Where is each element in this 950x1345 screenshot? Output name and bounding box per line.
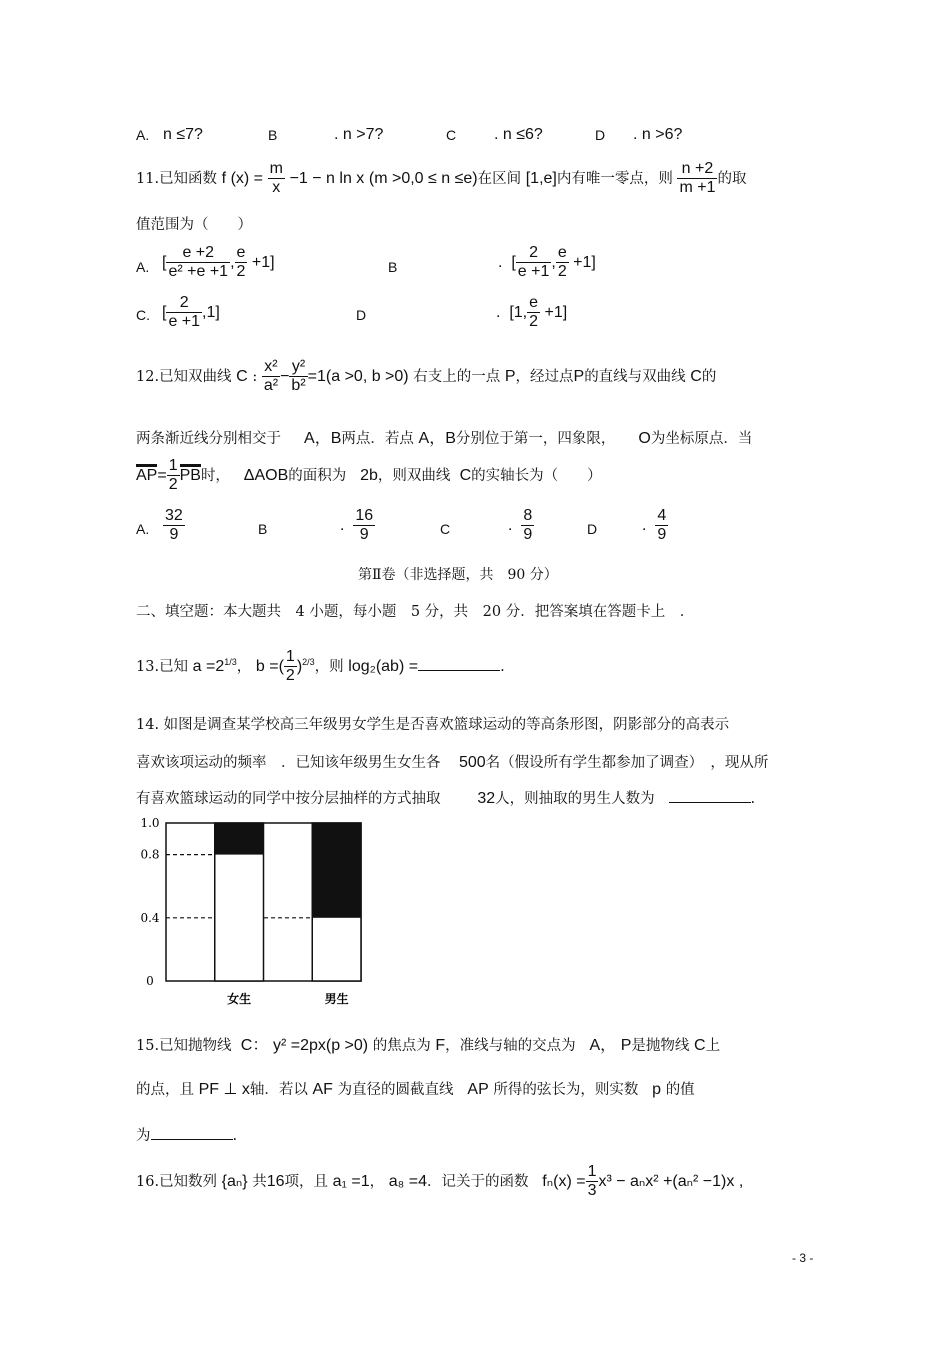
q11-option-d: . [1, $\frac{e}{2}$ +1] [496, 294, 568, 331]
q12-option-c: . $\frac{8}{9}$ [508, 507, 533, 544]
q12-option-d-label: D [587, 521, 598, 537]
y-tick-label: 1.0 [140, 816, 160, 830]
page-number: - 3 - [792, 1251, 814, 1265]
y-tick-label: 0 [146, 974, 154, 988]
q12-stem-3: AP= $\frac{1}{2}$ PB时， ΔAOB的面积为 2b，则双曲线 C的实轴长为（ ） [136, 457, 602, 494]
q10-option-a: n ≤7? [163, 126, 203, 143]
q11-option-b: . [ $\frac{2}{e +1}$ , $\frac{e}{2}$ +1] [498, 244, 596, 281]
q11-option-b-label: B [388, 259, 398, 275]
q11-option-c-label: C. [136, 307, 150, 323]
q14-stacked-bar-chart [136, 815, 376, 1010]
section-2-heading: 第Ⅱ卷（非选择题，共 90 分） [358, 567, 558, 583]
q10-option-c: . n ≤6? [494, 126, 543, 143]
q14-stem-1: 14. 如图是调查某学校高三年级男女学生是否喜欢篮球运动的等高条形图，阴影部分的高表示 [136, 717, 730, 733]
q11-stem: 11.已知函数 f (x) = $\frac{m}{x}$ −1 − n ln x (m >0,0 ≤ n ≤e)在区间 [1,e]内有唯一零点，则 $\frac{n +2}{m +1}$ 的取 [136, 160, 747, 197]
q13-stem: 13.已知 $a =2^{1/3}$， b =( $\frac{1}{2}$ )$^{2/3}$，则 log₂(ab) = . [136, 648, 505, 685]
q11-option-c: [ $\frac{2}{e +1}$ ,1] [162, 294, 220, 331]
q12-option-a: $\frac{32}{9}$ [165, 507, 183, 544]
q10-option-c-label: C [446, 127, 457, 143]
q12-option-b: . $\frac{16}{9}$ [340, 507, 374, 544]
q13-answer-blank[interactable] [418, 656, 500, 671]
q11-option-d-label: D [356, 307, 367, 323]
q12-option-c-label: C [440, 521, 451, 537]
q15-stem-2: 的点，且 PF ⊥ x轴．若以 AF 为直径的圆截直线 AP 所得的弦长为，则实数 p 的值 [136, 1081, 695, 1098]
q15-stem-3: 为 . [136, 1124, 237, 1145]
q11-stem-2: 值范围为（ ） [136, 217, 252, 233]
fill-in-heading: 二、填空题：本大题共 4 小题，每小题 5 分，共 20 分．把答案填在答题卡上 ． [136, 604, 695, 620]
y-tick-label: 0.8 [140, 847, 160, 862]
bar-shaded [215, 823, 264, 855]
q14-answer-blank[interactable] [669, 788, 751, 803]
bar-shaded [312, 823, 361, 918]
q12-option-b-label: B [258, 521, 268, 537]
q14-stem-2: 喜欢该项运动的频率 ．已知该年级男生女生各 500名（假设所有学生都参加了调查） ，现从所 [136, 754, 769, 771]
q12-option-d: . $\frac{4}{9}$ [642, 507, 667, 544]
q16-stem: 16.已知数列 {aₙ} 共16项，且 a₁ =1， a₈ =4．记关于的函数 fₙ(x) = $\frac{1}{3}$ x³ − aₙx² +(aₙ² −1)x , [136, 1163, 744, 1200]
q12-option-a-label: A. [136, 521, 150, 537]
q11-option-a-label: A. [136, 259, 150, 275]
q12-stem-2: 两条渐近线分别相交于 A，B两点．若点 A，B分别位于第一，四象限， O为坐标原点．当 [136, 430, 753, 447]
q10-option-d-label: D [595, 127, 606, 143]
q15-stem-1: 15.已知抛物线 C： y² =2px(p >0) 的焦点为 F，准线与轴的交点为 A， P是抛物线 C上 [136, 1037, 721, 1054]
q15-answer-blank[interactable] [151, 1125, 233, 1140]
category-label: 男生 [324, 992, 349, 1006]
q10-option-a-label: A. [136, 127, 150, 143]
q11-option-a: [ $\frac{e +2}{\text{e² +e +1}}$ , $\frac{e}{2}$ +1] [162, 244, 275, 281]
y-tick-label: 0.4 [140, 910, 160, 925]
q10-option-b: . n >7? [334, 126, 384, 143]
q12-stem: 12.已知双曲线 C : $\frac{\text{x²}}{\text{a²}}$ − $\frac{\text{y²}}{\text{b²}}$ =1(a >0, b >0) 右支上的一点 P，经过点P的直线与双曲线 C的 [136, 358, 717, 395]
category-label: 女生 [227, 992, 252, 1006]
q10-option-d: . n >6? [633, 126, 683, 143]
q14-stem-3: 有喜欢篮球运动的同学中按分层抽样的方式抽取 32人，则抽取的男生人数为 . [136, 790, 756, 807]
q10-option-b-label: B [268, 127, 278, 143]
